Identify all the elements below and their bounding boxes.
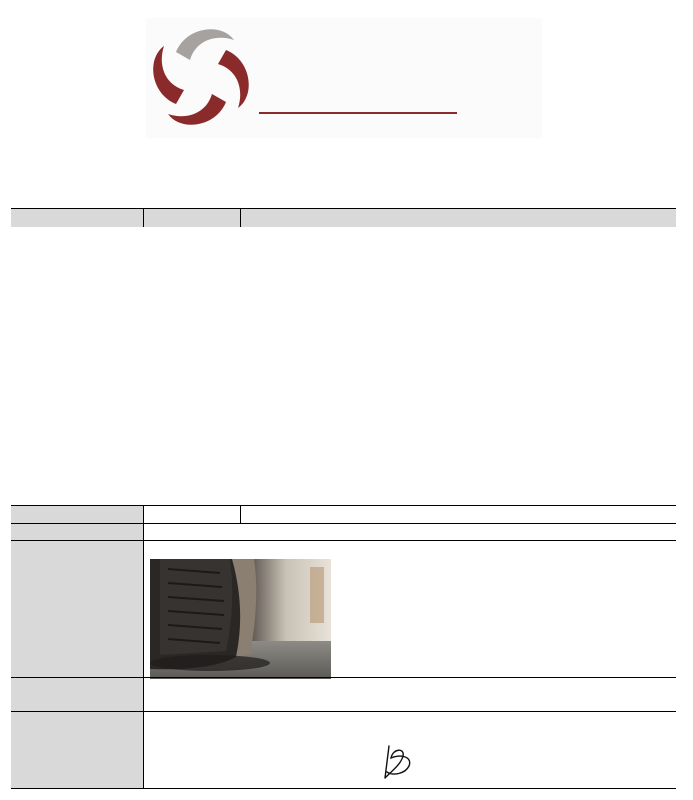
photos-cell <box>143 541 676 678</box>
company-logo <box>146 18 542 138</box>
photos-label <box>11 541 143 678</box>
tyre-photo <box>150 559 331 679</box>
swirl-logo-icon <box>146 22 256 132</box>
damage-row <box>11 523 676 541</box>
comments-label <box>11 678 143 712</box>
photos-row <box>11 540 676 678</box>
service-notice-result <box>143 506 240 524</box>
service-notice-row <box>11 505 676 524</box>
header-results <box>143 209 240 227</box>
inspector-row <box>11 711 676 789</box>
service-notice-comment <box>240 506 676 524</box>
table-bottom-border <box>11 788 676 789</box>
logo-divider <box>259 112 457 114</box>
inspector-label <box>11 712 143 789</box>
inspector-cell <box>143 712 676 789</box>
service-notice-label <box>11 506 143 524</box>
table-header-row <box>11 208 676 227</box>
comments-row <box>11 677 676 712</box>
header-comments <box>240 209 676 227</box>
signature-image <box>379 742 419 784</box>
header-check <box>11 209 143 227</box>
damage-label <box>11 524 143 541</box>
damage-value <box>143 524 676 541</box>
comments-value <box>143 678 676 712</box>
